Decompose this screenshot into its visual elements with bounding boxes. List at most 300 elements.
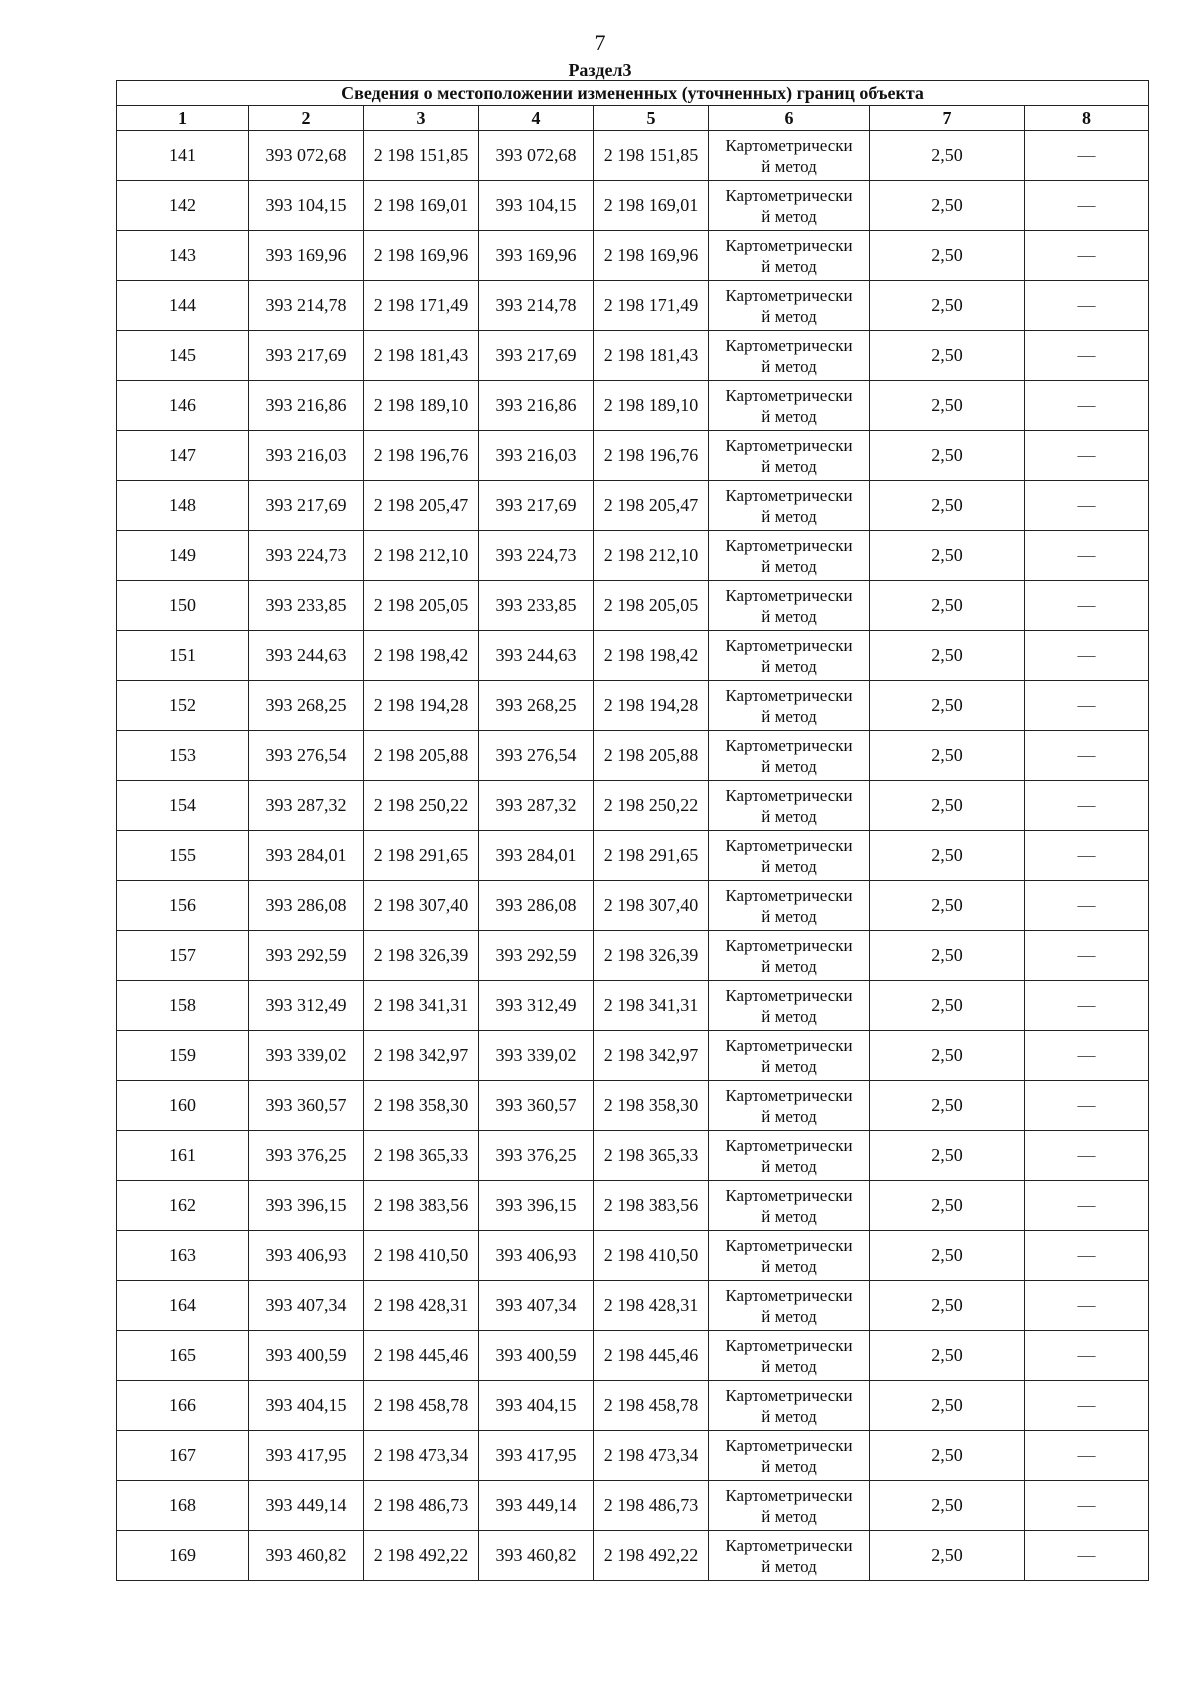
description-cell: —: [1025, 631, 1149, 681]
point-number-cell: 142: [117, 181, 249, 231]
method-cell: [709, 1281, 870, 1331]
table-row: [117, 731, 1149, 781]
point-number-cell: 161: [117, 1131, 249, 1181]
x-coordinate-cell: 393 287,32: [249, 781, 364, 831]
y-coordinate-cell: 2 198 445,46: [594, 1331, 709, 1381]
x-coordinate-cell: 393 217,69: [479, 481, 594, 531]
y-coordinate-cell: 2 198 342,97: [594, 1031, 709, 1081]
column-number: 2: [249, 106, 364, 131]
description-cell: —: [1025, 531, 1149, 581]
x-coordinate-cell: 393 360,57: [249, 1081, 364, 1131]
accuracy-cell: 2,50: [870, 181, 1025, 231]
description-cell: —: [1025, 181, 1149, 231]
accuracy-cell: 2,50: [870, 1231, 1025, 1281]
y-coordinate-cell: 2 198 205,88: [594, 731, 709, 781]
method-text-line: Картометрически: [725, 1135, 853, 1155]
accuracy-cell: 2,50: [870, 531, 1025, 581]
x-coordinate-cell: 393 286,08: [249, 881, 364, 931]
method-text-line: Картометрически: [725, 885, 853, 905]
point-number-cell: 149: [117, 531, 249, 581]
x-coordinate-cell: 393 460,82: [249, 1531, 364, 1581]
x-coordinate-cell: 393 460,82: [479, 1531, 594, 1581]
y-coordinate-cell: 2 198 458,78: [594, 1381, 709, 1431]
method-text-line: й метод: [761, 1256, 817, 1276]
x-coordinate-cell: 393 169,96: [249, 231, 364, 281]
accuracy-cell: 2,50: [870, 231, 1025, 281]
point-number-cell: 163: [117, 1231, 249, 1281]
y-coordinate-cell: 2 198 473,34: [364, 1431, 479, 1481]
table-row: [117, 1331, 1149, 1381]
y-coordinate-cell: 2 198 194,28: [594, 681, 709, 731]
method-text-line: й метод: [761, 1356, 817, 1376]
point-number-cell: 148: [117, 481, 249, 531]
point-number-cell: 145: [117, 331, 249, 381]
x-coordinate-cell: 393 284,01: [479, 831, 594, 881]
method-text-line: Картометрически: [725, 1385, 853, 1405]
x-coordinate-cell: 393 286,08: [479, 881, 594, 931]
y-coordinate-cell: 2 198 486,73: [364, 1481, 479, 1531]
x-coordinate-cell: 393 400,59: [249, 1331, 364, 1381]
table-row: [117, 1281, 1149, 1331]
y-coordinate-cell: 2 198 326,39: [594, 931, 709, 981]
y-coordinate-cell: 2 198 291,65: [364, 831, 479, 881]
table-row: [117, 581, 1149, 631]
x-coordinate-cell: 393 276,54: [479, 731, 594, 781]
table-row: [117, 931, 1149, 981]
y-coordinate-cell: 2 198 171,49: [594, 281, 709, 331]
boundary-coordinates-table: [116, 80, 1149, 1581]
x-coordinate-cell: 393 104,15: [479, 181, 594, 231]
method-text-line: Картометрически: [725, 1085, 853, 1105]
accuracy-cell: 2,50: [870, 1281, 1025, 1331]
method-text-line: Картометрически: [725, 185, 853, 205]
column-number-row: [117, 106, 1149, 131]
method-text-line: й метод: [761, 256, 817, 276]
method-text-line: Картометрически: [725, 985, 853, 1005]
method-cell: [709, 531, 870, 581]
accuracy-cell: 2,50: [870, 881, 1025, 931]
table-body: [117, 131, 1149, 1581]
x-coordinate-cell: 393 169,96: [479, 231, 594, 281]
method-text-line: й метод: [761, 1056, 817, 1076]
y-coordinate-cell: 2 198 189,10: [594, 381, 709, 431]
x-coordinate-cell: 393 233,85: [249, 581, 364, 631]
table-row: [117, 431, 1149, 481]
description-cell: —: [1025, 1181, 1149, 1231]
y-coordinate-cell: 2 198 410,50: [594, 1231, 709, 1281]
method-text-line: Картометрически: [725, 135, 853, 155]
point-number-cell: 168: [117, 1481, 249, 1531]
y-coordinate-cell: 2 198 181,43: [364, 331, 479, 381]
table-row: [117, 1131, 1149, 1181]
method-text-line: й метод: [761, 1506, 817, 1526]
y-coordinate-cell: 2 198 171,49: [364, 281, 479, 331]
x-coordinate-cell: 393 360,57: [479, 1081, 594, 1131]
y-coordinate-cell: 2 198 428,31: [364, 1281, 479, 1331]
method-text-line: й метод: [761, 806, 817, 826]
x-coordinate-cell: 393 072,68: [479, 131, 594, 181]
method-cell: [709, 1531, 870, 1581]
point-number-cell: 151: [117, 631, 249, 681]
x-coordinate-cell: 393 072,68: [249, 131, 364, 181]
x-coordinate-cell: 393 244,63: [479, 631, 594, 681]
x-coordinate-cell: 393 312,49: [249, 981, 364, 1031]
description-cell: —: [1025, 381, 1149, 431]
accuracy-cell: 2,50: [870, 1431, 1025, 1481]
table-row: [117, 1531, 1149, 1581]
method-text-line: й метод: [761, 406, 817, 426]
table-row: [117, 981, 1149, 1031]
description-cell: —: [1025, 581, 1149, 631]
y-coordinate-cell: 2 198 198,42: [594, 631, 709, 681]
point-number-cell: 158: [117, 981, 249, 1031]
point-number-cell: 154: [117, 781, 249, 831]
method-text-line: й метод: [761, 1306, 817, 1326]
method-cell: [709, 1481, 870, 1531]
method-text-line: Картометрически: [725, 835, 853, 855]
description-cell: —: [1025, 281, 1149, 331]
method-text-line: й метод: [761, 556, 817, 576]
method-text-line: й метод: [761, 456, 817, 476]
point-number-cell: 164: [117, 1281, 249, 1331]
description-cell: —: [1025, 1531, 1149, 1581]
method-cell: [709, 931, 870, 981]
column-number: 4: [479, 106, 594, 131]
accuracy-cell: 2,50: [870, 1531, 1025, 1581]
accuracy-cell: 2,50: [870, 931, 1025, 981]
point-number-cell: 153: [117, 731, 249, 781]
description-cell: —: [1025, 331, 1149, 381]
accuracy-cell: 2,50: [870, 781, 1025, 831]
method-text-line: й метод: [761, 956, 817, 976]
accuracy-cell: 2,50: [870, 581, 1025, 631]
point-number-cell: 147: [117, 431, 249, 481]
method-text-line: Картометрически: [725, 685, 853, 705]
x-coordinate-cell: 393 292,59: [479, 931, 594, 981]
y-coordinate-cell: 2 198 250,22: [364, 781, 479, 831]
table-row: [117, 781, 1149, 831]
method-cell: [709, 381, 870, 431]
method-cell: [709, 431, 870, 481]
x-coordinate-cell: 393 406,93: [479, 1231, 594, 1281]
description-cell: —: [1025, 1131, 1149, 1181]
table-row: [117, 531, 1149, 581]
y-coordinate-cell: 2 198 198,42: [364, 631, 479, 681]
method-cell: [709, 1181, 870, 1231]
method-cell: [709, 1031, 870, 1081]
method-text-line: й метод: [761, 206, 817, 226]
x-coordinate-cell: 393 404,15: [249, 1381, 364, 1431]
description-cell: —: [1025, 981, 1149, 1031]
table-row: [117, 881, 1149, 931]
column-number: 1: [117, 106, 249, 131]
section-heading: Раздел3: [568, 60, 632, 80]
accuracy-cell: 2,50: [870, 331, 1025, 381]
method-text-line: Картометрически: [725, 1485, 853, 1505]
table-title: Сведения о местоположении измененных (уточненных) границ объекта: [117, 81, 1149, 106]
x-coordinate-cell: 393 224,73: [249, 531, 364, 581]
y-coordinate-cell: 2 198 194,28: [364, 681, 479, 731]
accuracy-cell: 2,50: [870, 431, 1025, 481]
y-coordinate-cell: 2 198 358,30: [594, 1081, 709, 1131]
accuracy-cell: 2,50: [870, 1381, 1025, 1431]
x-coordinate-cell: 393 216,03: [479, 431, 594, 481]
method-cell: [709, 1331, 870, 1381]
table-row: [117, 1031, 1149, 1081]
x-coordinate-cell: 393 312,49: [479, 981, 594, 1031]
table-row: [117, 131, 1149, 181]
y-coordinate-cell: 2 198 205,05: [594, 581, 709, 631]
x-coordinate-cell: 393 233,85: [479, 581, 594, 631]
x-coordinate-cell: 393 406,93: [249, 1231, 364, 1281]
y-coordinate-cell: 2 198 307,40: [594, 881, 709, 931]
y-coordinate-cell: 2 198 169,96: [364, 231, 479, 281]
x-coordinate-cell: 393 224,73: [479, 531, 594, 581]
method-text-line: й метод: [761, 906, 817, 926]
y-coordinate-cell: 2 198 212,10: [594, 531, 709, 581]
method-text-line: й метод: [761, 156, 817, 176]
method-text-line: Картометрически: [725, 335, 853, 355]
column-number: 3: [364, 106, 479, 131]
x-coordinate-cell: 393 292,59: [249, 931, 364, 981]
x-coordinate-cell: 393 287,32: [479, 781, 594, 831]
x-coordinate-cell: 393 104,15: [249, 181, 364, 231]
column-number: 6: [709, 106, 870, 131]
y-coordinate-cell: 2 198 307,40: [364, 881, 479, 931]
y-coordinate-cell: 2 198 250,22: [594, 781, 709, 831]
description-cell: —: [1025, 1281, 1149, 1331]
x-coordinate-cell: 393 284,01: [249, 831, 364, 881]
method-text-line: Картометрически: [725, 1435, 853, 1455]
method-text-line: Картометрически: [725, 1235, 853, 1255]
method-cell: [709, 1231, 870, 1281]
x-coordinate-cell: 393 376,25: [479, 1131, 594, 1181]
table-row: [117, 181, 1149, 231]
method-text-line: Картометрически: [725, 735, 853, 755]
x-coordinate-cell: 393 268,25: [249, 681, 364, 731]
x-coordinate-cell: 393 214,78: [479, 281, 594, 331]
x-coordinate-cell: 393 216,86: [249, 381, 364, 431]
method-cell: [709, 781, 870, 831]
description-cell: —: [1025, 481, 1149, 531]
description-cell: —: [1025, 1431, 1149, 1481]
description-cell: —: [1025, 231, 1149, 281]
method-cell: [709, 1131, 870, 1181]
column-number: 5: [594, 106, 709, 131]
description-cell: —: [1025, 1331, 1149, 1381]
point-number-cell: 167: [117, 1431, 249, 1481]
y-coordinate-cell: 2 198 383,56: [364, 1181, 479, 1231]
method-cell: [709, 681, 870, 731]
x-coordinate-cell: 393 339,02: [479, 1031, 594, 1081]
y-coordinate-cell: 2 198 291,65: [594, 831, 709, 881]
accuracy-cell: 2,50: [870, 831, 1025, 881]
point-number-cell: 166: [117, 1381, 249, 1431]
accuracy-cell: 2,50: [870, 1031, 1025, 1081]
method-text-line: й метод: [761, 356, 817, 376]
point-number-cell: 144: [117, 281, 249, 331]
method-cell: [709, 231, 870, 281]
method-cell: [709, 881, 870, 931]
table-row: [117, 281, 1149, 331]
method-text-line: Картометрически: [725, 1185, 853, 1205]
point-number-cell: 155: [117, 831, 249, 881]
accuracy-cell: 2,50: [870, 131, 1025, 181]
accuracy-cell: 2,50: [870, 481, 1025, 531]
method-cell: [709, 181, 870, 231]
page-number: 7: [594, 30, 606, 55]
y-coordinate-cell: 2 198 473,34: [594, 1431, 709, 1481]
accuracy-cell: 2,50: [870, 281, 1025, 331]
description-cell: —: [1025, 1031, 1149, 1081]
method-cell: [709, 131, 870, 181]
point-number-cell: 159: [117, 1031, 249, 1081]
y-coordinate-cell: 2 198 342,97: [364, 1031, 479, 1081]
table-row: [117, 381, 1149, 431]
method-text-line: Картометрически: [725, 485, 853, 505]
y-coordinate-cell: 2 198 358,30: [364, 1081, 479, 1131]
y-coordinate-cell: 2 198 181,43: [594, 331, 709, 381]
description-cell: —: [1025, 731, 1149, 781]
point-number-cell: 141: [117, 131, 249, 181]
y-coordinate-cell: 2 198 205,88: [364, 731, 479, 781]
x-coordinate-cell: 393 407,34: [479, 1281, 594, 1331]
y-coordinate-cell: 2 198 383,56: [594, 1181, 709, 1231]
method-text-line: Картометрически: [725, 785, 853, 805]
x-coordinate-cell: 393 216,03: [249, 431, 364, 481]
table-row: [117, 231, 1149, 281]
x-coordinate-cell: 393 216,86: [479, 381, 594, 431]
y-coordinate-cell: 2 198 341,31: [594, 981, 709, 1031]
method-text-line: й метод: [761, 856, 817, 876]
column-number: 7: [870, 106, 1025, 131]
y-coordinate-cell: 2 198 205,05: [364, 581, 479, 631]
y-coordinate-cell: 2 198 365,33: [364, 1131, 479, 1181]
method-text-line: Картометрически: [725, 1535, 853, 1555]
x-coordinate-cell: 393 396,15: [479, 1181, 594, 1231]
point-number-cell: 165: [117, 1331, 249, 1381]
description-cell: —: [1025, 1231, 1149, 1281]
y-coordinate-cell: 2 198 151,85: [364, 131, 479, 181]
y-coordinate-cell: 2 198 410,50: [364, 1231, 479, 1281]
y-coordinate-cell: 2 198 486,73: [594, 1481, 709, 1531]
x-coordinate-cell: 393 268,25: [479, 681, 594, 731]
description-cell: —: [1025, 881, 1149, 931]
method-cell: [709, 1081, 870, 1131]
description-cell: —: [1025, 1481, 1149, 1531]
y-coordinate-cell: 2 198 169,01: [594, 181, 709, 231]
x-coordinate-cell: 393 449,14: [249, 1481, 364, 1531]
accuracy-cell: 2,50: [870, 381, 1025, 431]
y-coordinate-cell: 2 198 169,96: [594, 231, 709, 281]
method-cell: [709, 1431, 870, 1481]
x-coordinate-cell: 393 449,14: [479, 1481, 594, 1531]
method-text-line: Картометрически: [725, 1285, 853, 1305]
table-row: [117, 681, 1149, 731]
method-text-line: й метод: [761, 506, 817, 526]
y-coordinate-cell: 2 198 365,33: [594, 1131, 709, 1181]
x-coordinate-cell: 393 339,02: [249, 1031, 364, 1081]
y-coordinate-cell: 2 198 492,22: [364, 1531, 479, 1581]
y-coordinate-cell: 2 198 445,46: [364, 1331, 479, 1381]
x-coordinate-cell: 393 244,63: [249, 631, 364, 681]
description-cell: —: [1025, 931, 1149, 981]
method-text-line: й метод: [761, 656, 817, 676]
method-text-line: Картометрически: [725, 635, 853, 655]
description-cell: —: [1025, 431, 1149, 481]
method-cell: [709, 481, 870, 531]
y-coordinate-cell: 2 198 189,10: [364, 381, 479, 431]
y-coordinate-cell: 2 198 169,01: [364, 181, 479, 231]
method-text-line: й метод: [761, 1406, 817, 1426]
accuracy-cell: 2,50: [870, 1131, 1025, 1181]
x-coordinate-cell: 393 376,25: [249, 1131, 364, 1181]
point-number-cell: 152: [117, 681, 249, 731]
method-text-line: й метод: [761, 1156, 817, 1176]
point-number-cell: 157: [117, 931, 249, 981]
x-coordinate-cell: 393 217,69: [479, 331, 594, 381]
method-text-line: й метод: [761, 1556, 817, 1576]
description-cell: —: [1025, 1381, 1149, 1431]
method-cell: [709, 281, 870, 331]
table-row: [117, 331, 1149, 381]
method-text-line: й метод: [761, 306, 817, 326]
method-text-line: й метод: [761, 1456, 817, 1476]
accuracy-cell: 2,50: [870, 981, 1025, 1031]
table-row: [117, 481, 1149, 531]
method-text-line: Картометрически: [725, 235, 853, 255]
table-row: [117, 631, 1149, 681]
table-row: [117, 1181, 1149, 1231]
point-number-cell: 169: [117, 1531, 249, 1581]
method-cell: [709, 1381, 870, 1431]
point-number-cell: 150: [117, 581, 249, 631]
x-coordinate-cell: 393 417,95: [479, 1431, 594, 1481]
table-row: [117, 831, 1149, 881]
table-row: [117, 1381, 1149, 1431]
y-coordinate-cell: 2 198 326,39: [364, 931, 479, 981]
description-cell: —: [1025, 831, 1149, 881]
method-text-line: Картометрически: [725, 435, 853, 455]
accuracy-cell: 2,50: [870, 1081, 1025, 1131]
method-cell: [709, 981, 870, 1031]
x-coordinate-cell: 393 276,54: [249, 731, 364, 781]
method-text-line: й метод: [761, 706, 817, 726]
method-text-line: Картометрически: [725, 385, 853, 405]
y-coordinate-cell: 2 198 492,22: [594, 1531, 709, 1581]
y-coordinate-cell: 2 198 205,47: [594, 481, 709, 531]
x-coordinate-cell: 393 417,95: [249, 1431, 364, 1481]
point-number-cell: 146: [117, 381, 249, 431]
x-coordinate-cell: 393 217,69: [249, 331, 364, 381]
description-cell: —: [1025, 1081, 1149, 1131]
accuracy-cell: 2,50: [870, 681, 1025, 731]
accuracy-cell: 2,50: [870, 1181, 1025, 1231]
accuracy-cell: 2,50: [870, 631, 1025, 681]
description-cell: —: [1025, 781, 1149, 831]
accuracy-cell: 2,50: [870, 1481, 1025, 1531]
y-coordinate-cell: 2 198 151,85: [594, 131, 709, 181]
method-text-line: Картометрически: [725, 1335, 853, 1355]
description-cell: —: [1025, 681, 1149, 731]
x-coordinate-cell: 393 217,69: [249, 481, 364, 531]
point-number-cell: 160: [117, 1081, 249, 1131]
x-coordinate-cell: 393 404,15: [479, 1381, 594, 1431]
table-row: [117, 1081, 1149, 1131]
accuracy-cell: 2,50: [870, 1331, 1025, 1381]
method-cell: [709, 831, 870, 881]
method-text-line: Картометрически: [725, 535, 853, 555]
